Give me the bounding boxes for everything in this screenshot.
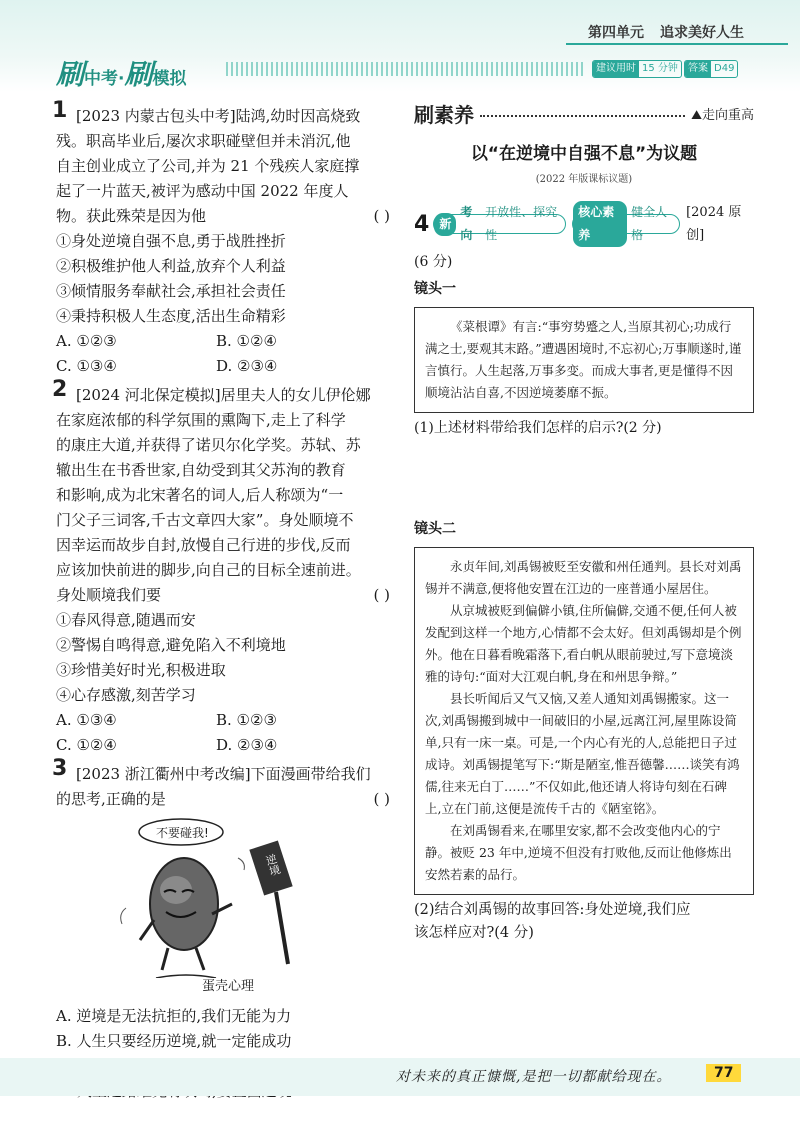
cartoon-drawing [56,818,400,978]
unit-name: 追求美好人生 [660,25,744,41]
statement-item: ③倾情服务奉献社会,承担社会责任 [56,282,286,300]
brand-word-1: 中考 [84,69,119,89]
question-2 [52,377,400,758]
sub-question-2: (2)结合刘禹锡的故事回答:身处逆境,我们应 [414,902,691,918]
answer-blank[interactable]: ( ) [373,207,390,225]
question-text-line: 自主创业成立了公司,并为 21 个残疾人家庭撑 [56,157,360,175]
scene-1-heading: 镜头一 [414,281,456,297]
mountain-icon: ⛰ [691,108,702,123]
scene-1-box [414,307,754,413]
sub-question-1: (1)上述材料带给我们怎样的启示?(2 分) [414,420,662,436]
tag-new-direction [433,205,566,242]
section-tag-label: 走向重高 [701,108,754,123]
brand-char-1: 刷 [56,58,85,91]
page-number: 77 [706,1064,741,1082]
answer-space-1[interactable] [414,440,754,518]
right-column [414,104,754,945]
question-text-line: 辙出生在书香世家,自幼受到其父苏洵的教育 [56,461,346,479]
time-label: 建议用时 [593,61,639,77]
statement-item: ④心存感激,刻苦学习 [56,686,196,704]
question-1 [52,98,400,379]
choice-c[interactable]: C. ①②④ [56,736,117,754]
question-number: 1 [52,98,68,123]
scene-2-paragraph: 县长听闻后又气又恼,又差人通知刘禹锡搬家。这一次,刘禹锡搬到城中一间破旧的小屋,远离江河,屋里陈设简单,只有一床一桌。可是,一个内心有光的人,总能把日子过成诗。刘禹锡提笔写下:“斯是陋室,惟吾德馨……谈笑有鸿儒,往来无白丁……”不仅如此,他还请人将诗句刻在石碑上,立在门前,这便是流传千古的《陋室铭》。 [425,691,740,816]
choice-b[interactable]: B. ①②④ [216,332,277,350]
choice-b[interactable]: B. ①②③ [216,711,277,729]
time-value: 15 分钟 [642,63,678,74]
statement-item: ②积极维护他人利益,放弃个人利益 [56,257,286,275]
statement-item: ①春风得意,随遇而安 [56,611,196,629]
statement-item: ①身处逆境自强不息,勇于战胜挫折 [56,232,286,250]
section-logo: 刷素养 [414,103,474,127]
scene-2-heading: 镜头二 [414,521,456,537]
question-text-line: 的康庄大道,并获得了诺贝尔化学奖。苏轼、苏 [56,436,361,454]
choice-d[interactable]: D. ②③④ [216,736,278,754]
answer-page: D49 [714,63,735,74]
answer-label: 答案 [685,61,711,77]
answer-tag [684,60,738,78]
brand-logo [56,53,187,93]
scene-1-text: 《菜根谭》有言:“事穷势蹙之人,当原其初心;功成行满之士,要观其末路。”遭遇困境时,不忘初心;万事顺遂时,谨言慎行。人生起落,万事多变。而成大事者,更是懂得不因顺境沾沾自喜,不因逆境萎靡不振。 [425,319,742,400]
time-tag [592,60,682,78]
question-3 [52,756,400,1104]
scene-2-paragraph: 永贞年间,刘禹锡被贬至安徽和州任通判。县长对刘禹锡并不满意,便将他安置在江边的一座普通小屋居住。 [425,559,742,596]
statement-item: ④秉持积极人生态度,活出生命精彩 [56,307,286,325]
pill-text: 开放性、探究性 [485,205,558,242]
question-text-line: [2023 内蒙古包头中考]陆鸿,幼时因高烧致 [76,107,361,125]
brand-char-2: 刷 [124,58,153,91]
section-tag [691,104,754,127]
footer-motto: 对未来的真正慷慨,是把一切都献给现在。 [396,1069,672,1085]
speech-bubble: 不要碰我! [156,826,209,840]
cartoon-illustration [56,818,400,998]
header-stripes [226,62,584,76]
question-4-header [414,201,754,247]
section-header [414,104,754,127]
header-rule [566,43,788,45]
unit-label: 第四单元 [588,25,644,41]
pill-label: 考向 [460,205,473,242]
answer-blank[interactable]: ( ) [373,790,390,808]
question-text-line: 物。获此殊荣是因为他 [56,207,207,225]
question-text-line: [2023 浙江衢州中考改编]下面漫画带给我们 [76,765,371,783]
question-number: 4 [414,211,430,237]
question-source: [2024 原创] [686,205,742,243]
question-text-line: [2024 河北保定模拟]居里夫人的女儿伊伦娜 [76,386,371,404]
question-text-line: 在家庭浓郁的科学氛围的熏陶下,走上了科学 [56,411,346,429]
pill-badge: 核心素养 [573,201,627,247]
choice-d[interactable]: D. ②③④ [216,357,278,375]
cartoon-caption: 蛋壳心理 [202,979,255,994]
brand-word-2: 模拟 [152,69,187,89]
question-number: 3 [52,756,68,781]
scene-2-box [414,547,754,895]
question-text-line: 残。职高毕业后,屡次求职碰壁但并未消沉,他 [56,132,351,150]
adversity-sign: 逆境 [262,852,283,878]
choice-a[interactable]: A. 逆境是无法抗拒的,我们无能为力 [56,1007,292,1025]
pill-text: 健全人格 [631,205,668,242]
brand-dot: · [118,69,125,89]
unit-title [588,22,760,42]
scene-2-paragraph: 从京城被贬到偏僻小镇,住所偏僻,交通不便,任何人被发配到这样一个地方,心情都不会太好。但刘禹锡却是个例外。他在日暮看晚霜落下,看白帆从眼前驶过,写下意境淡雅的诗句:“面对大江观白帆,身在和州思争辩。” [425,603,742,684]
question-text-line: 因幸运而故步自封,放慢自己行进的步伐,反而 [56,536,351,554]
answer-blank[interactable]: ( ) [373,586,390,604]
left-column [52,98,400,1104]
statement-item: ②警惕自鸣得意,避免陷入不利境地 [56,636,286,654]
choice-b[interactable]: B. 人生只要经历逆境,就一定能成功 [56,1032,292,1050]
choice-c[interactable]: C. ①③④ [56,357,117,375]
question-score: (6 分) [414,254,453,270]
question-text-line: 身处顺境我们要 [56,586,162,604]
scene-2-paragraph: 在刘禹锡看来,在哪里安家,都不会改变他内心的宁静。被贬 23 年中,逆境不但没有打败他,反而让他修炼出安然若素的品行。 [425,823,732,882]
tag-core-literacy [572,205,680,242]
choice-a[interactable]: A. ①②③ [56,332,117,350]
question-text-line: 起了一片蓝天,被评为感动中国 2022 年度人 [56,182,349,200]
question-text-line: 门父子三词客,千古文章四大家”。身处顺境不 [56,511,354,529]
topic-title: 以“在逆境中自强不息”为议题 [470,144,698,164]
statement-item: ③珍惜美好时光,积极进取 [56,661,226,679]
question-number: 2 [52,377,68,402]
dotted-divider [480,115,685,117]
question-text-line: 和影响,成为北宋著名的词人,后人称颂为“一 [56,486,344,504]
sub-question-2-cont: 该怎样应对?(4 分) [414,925,534,941]
question-text-line: 的思考,正确的是 [56,790,166,808]
topic-subtitle: (2022 年版课标议题) [535,174,633,185]
choice-a[interactable]: A. ①③④ [56,711,117,729]
question-text-line: 应该加快前进的脚步,向自己的目标全速前进。 [56,561,361,579]
pill-badge: 新 [434,213,456,236]
